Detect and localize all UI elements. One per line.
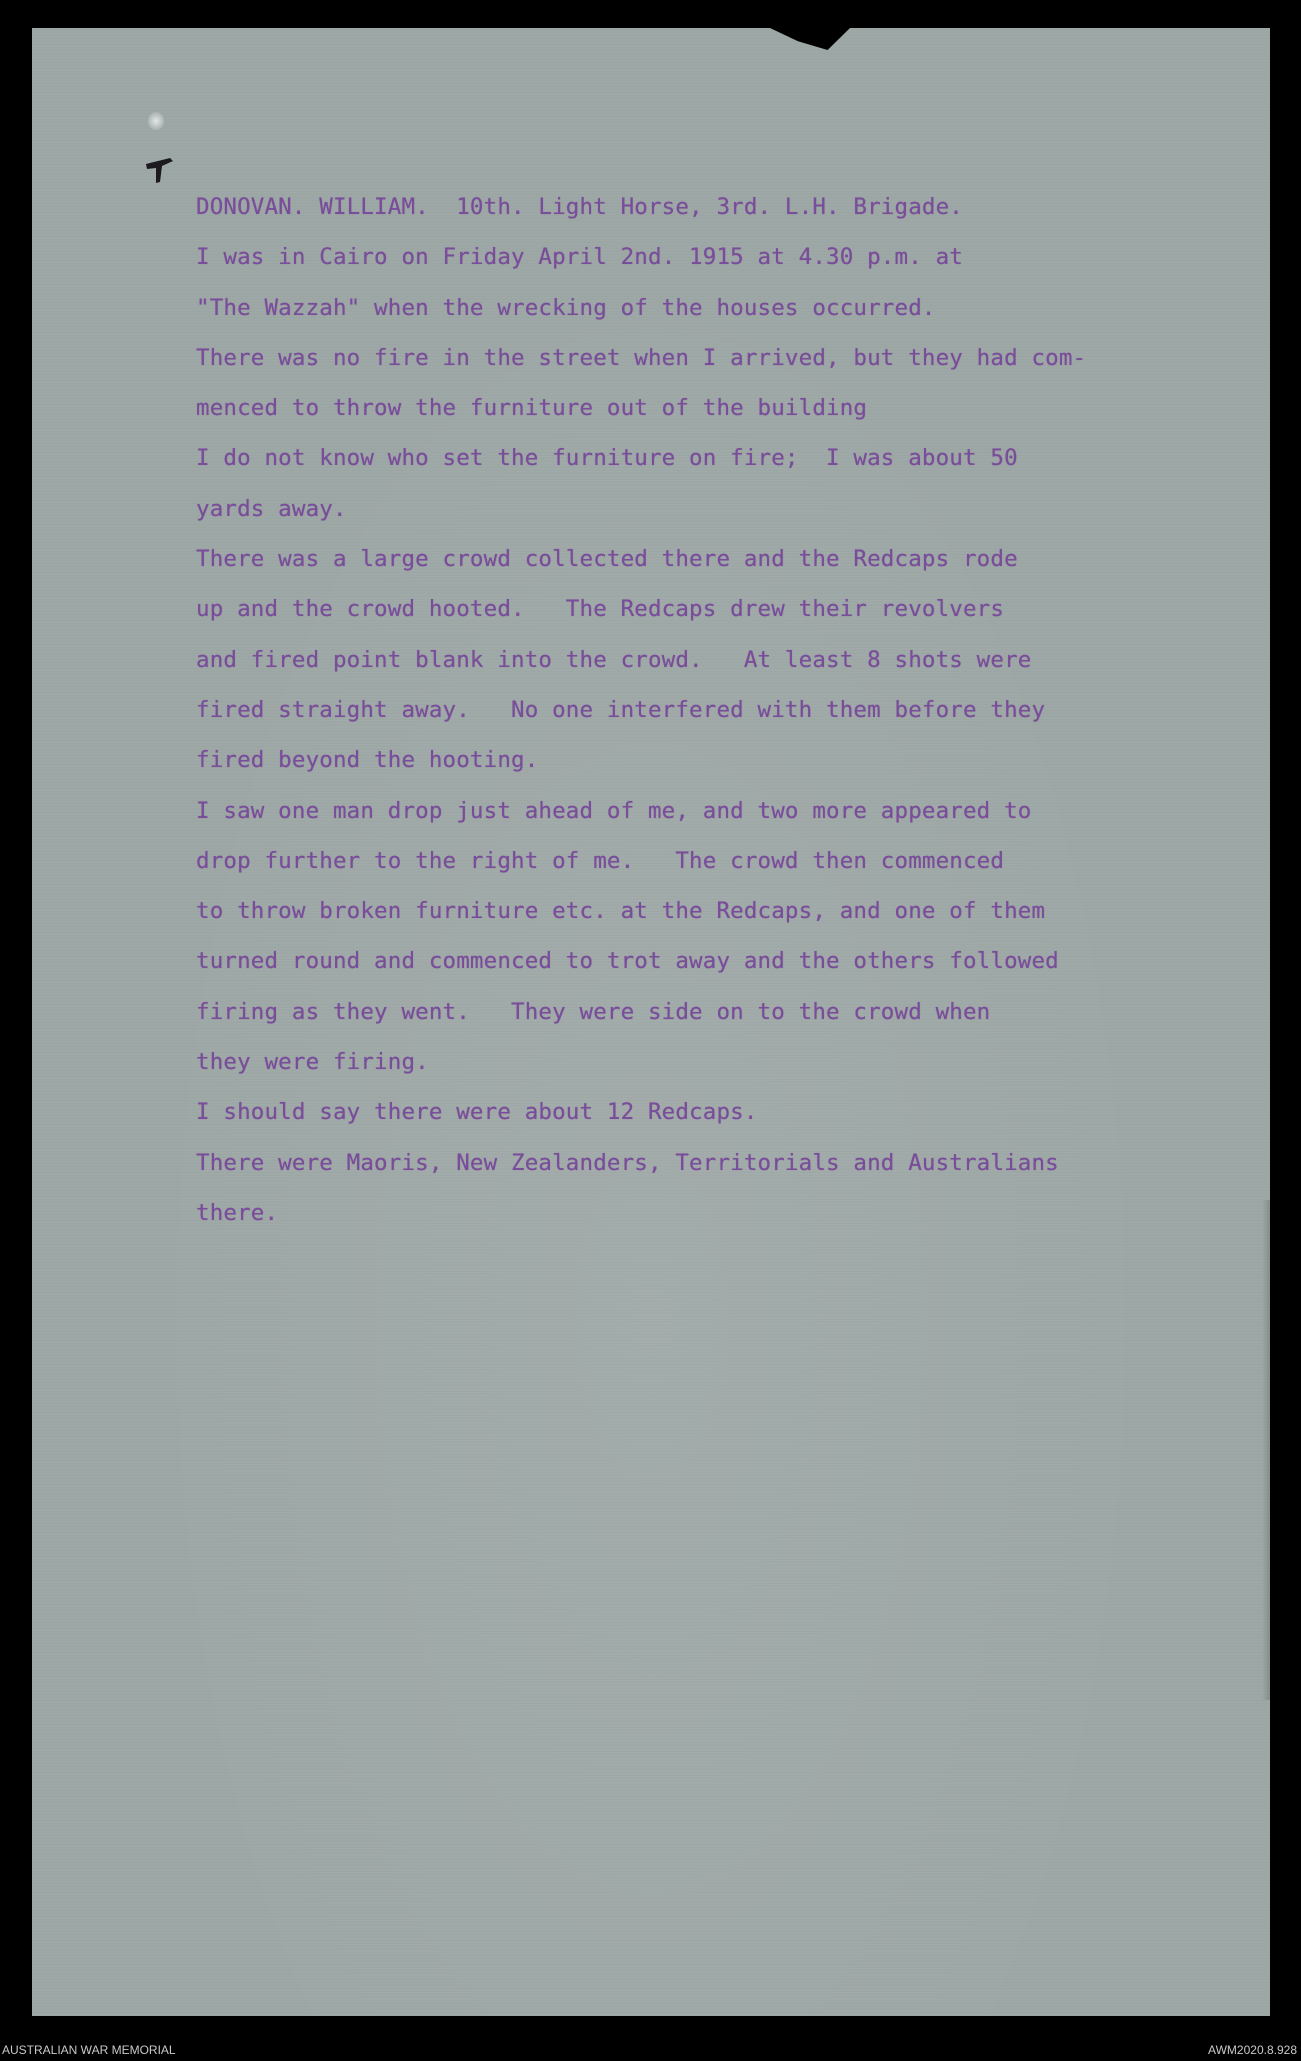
statement-line: firing as they went. They were side on to the crowd when xyxy=(196,998,991,1025)
statement-line: there. xyxy=(196,1199,279,1226)
statement-line: drop further to the right of me. The crowd then commenced xyxy=(196,847,1005,874)
statement-line: "The Wazzah" when the wrecking of the houses occurred. xyxy=(196,294,936,321)
archive-footer xyxy=(0,2039,1301,2061)
statement-line: yards away. xyxy=(196,495,347,522)
institution-label: AUSTRALIAN WAR MEMORIAL xyxy=(2,2043,176,2057)
accession-number: AWM2020.8.928 xyxy=(1208,2043,1297,2057)
edge-wear xyxy=(1262,1200,1270,1700)
statement-line: fired straight away. No one interfered with them before they xyxy=(196,696,1046,723)
statement-line: There was a large crowd collected there and the Redcaps rode xyxy=(196,546,1018,573)
statement-line: I was in Cairo on Friday April 2nd. 1915 at 4.30 p.m. at xyxy=(196,244,963,271)
statement-heading: DONOVAN. WILLIAM. 10th. Light Horse, 3rd. L.H. Brigade. xyxy=(196,194,963,220)
statement-line: turned round and commenced to trot away and the others followed xyxy=(196,948,1059,975)
statement-line: I saw one man drop just ahead of me, and two more appeared to xyxy=(196,797,1032,824)
ink-blot-mark xyxy=(140,150,180,190)
statement-line: and fired point blank into the crowd. At least 8 shots were xyxy=(196,646,1032,673)
statement-line: There was no fire in the street when I arrived, but they had com- xyxy=(196,344,1087,371)
statement-line: I should say there were about 12 Redcaps. xyxy=(196,1099,758,1126)
statement-line: they were firing. xyxy=(196,1049,429,1076)
statement-line: up and the crowd hooted. The Redcaps drew their revolvers xyxy=(196,596,1005,623)
paper-hole xyxy=(148,112,164,130)
statement-line: menced to throw the furniture out of the building xyxy=(196,395,868,422)
statement-line: fired beyond the hooting. xyxy=(196,747,539,774)
typed-statement xyxy=(196,182,1196,1238)
statement-line: There were Maoris, New Zealanders, Territorials and Australians xyxy=(196,1149,1059,1176)
statement-line: to throw broken furniture etc. at the Redcaps, and one of them xyxy=(196,898,1046,925)
statement-line: I do not know who set the furniture on fire; I was about 50 xyxy=(196,445,1018,472)
